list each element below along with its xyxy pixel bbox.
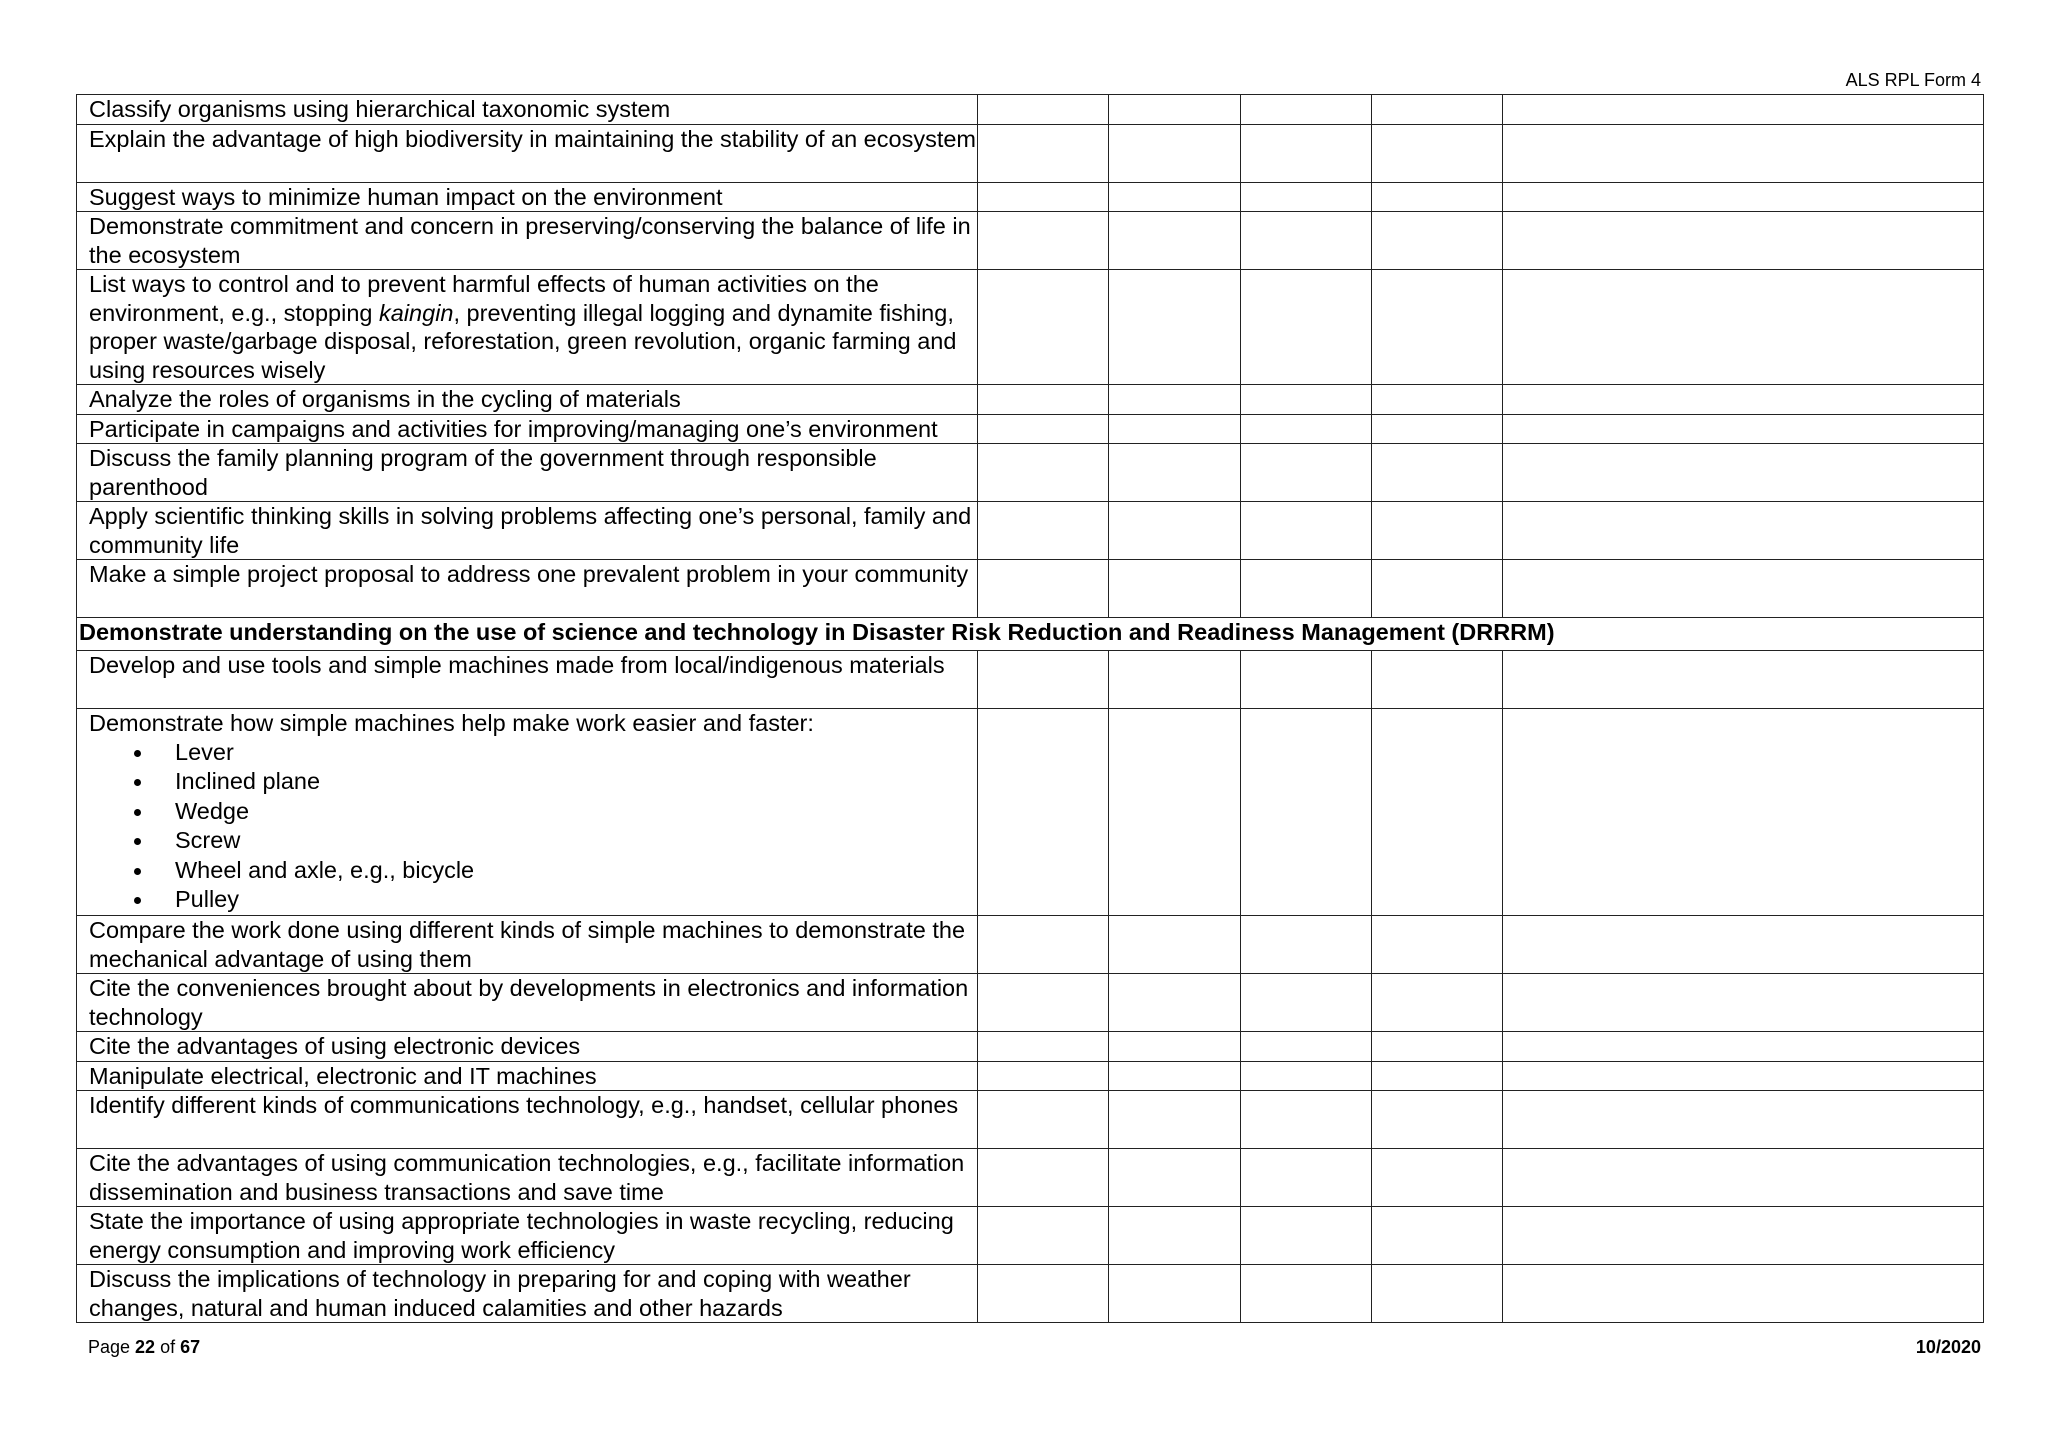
section-title: Demonstrate understanding on the use of science and technology in Disaster Risk Reduction and Readiness Management (DRRRM) bbox=[77, 618, 1984, 651]
remarks-cell[interactable] bbox=[1503, 709, 1984, 916]
rating-cell[interactable] bbox=[978, 974, 1109, 1032]
table-row bbox=[77, 182, 1984, 212]
rating-cell[interactable] bbox=[1241, 385, 1372, 415]
rating-cell[interactable] bbox=[1241, 414, 1372, 444]
rating-cell[interactable] bbox=[1109, 974, 1241, 1032]
rating-cell[interactable] bbox=[1241, 651, 1372, 709]
competency-cell: Cite the advantages of using electronic devices bbox=[77, 1032, 978, 1062]
rating-cell[interactable] bbox=[1241, 124, 1372, 182]
competency-cell: Discuss the family planning program of the government through responsible parenthood bbox=[77, 444, 978, 502]
rating-cell[interactable] bbox=[1109, 444, 1241, 502]
table-row bbox=[77, 124, 1984, 182]
table-row bbox=[77, 1149, 1984, 1207]
simple-machines-list bbox=[89, 738, 977, 915]
rating-cell[interactable] bbox=[978, 1061, 1109, 1091]
table-row bbox=[77, 916, 1984, 974]
table-row bbox=[77, 1265, 1984, 1323]
rating-cell[interactable] bbox=[1109, 916, 1241, 974]
rating-cell[interactable] bbox=[978, 1032, 1109, 1062]
rating-cell[interactable] bbox=[1241, 182, 1372, 212]
table-row bbox=[77, 560, 1984, 618]
rating-cell[interactable] bbox=[1109, 1091, 1241, 1149]
rating-cell[interactable] bbox=[1241, 916, 1372, 974]
rating-cell[interactable] bbox=[1372, 916, 1503, 974]
rating-cell[interactable] bbox=[1109, 651, 1241, 709]
rating-cell[interactable] bbox=[1109, 709, 1241, 916]
page-current: 22 bbox=[135, 1337, 156, 1357]
competency-cell: Identify different kinds of communications technology, e.g., handset, cellular phones bbox=[77, 1091, 978, 1149]
page-total: 67 bbox=[180, 1337, 201, 1357]
competency-cell: Apply scientific thinking skills in solving problems affecting one’s personal, family and community life bbox=[77, 502, 978, 560]
table-row bbox=[77, 974, 1984, 1032]
rating-cell[interactable] bbox=[1372, 502, 1503, 560]
rating-cell[interactable] bbox=[1241, 444, 1372, 502]
remarks-cell[interactable] bbox=[1503, 124, 1984, 182]
rating-cell[interactable] bbox=[1372, 182, 1503, 212]
rating-cell[interactable] bbox=[1372, 414, 1503, 444]
rating-cell[interactable] bbox=[1372, 560, 1503, 618]
rating-cell[interactable] bbox=[978, 444, 1109, 502]
table-row bbox=[77, 444, 1984, 502]
rating-cell[interactable] bbox=[1109, 182, 1241, 212]
remarks-cell[interactable] bbox=[1503, 1091, 1984, 1149]
rating-cell[interactable] bbox=[1109, 385, 1241, 415]
rating-cell[interactable] bbox=[1372, 1149, 1503, 1207]
list-item: Lever bbox=[175, 738, 977, 768]
remarks-cell[interactable] bbox=[1503, 414, 1984, 444]
rating-cell[interactable] bbox=[1241, 974, 1372, 1032]
rating-cell[interactable] bbox=[1241, 1091, 1372, 1149]
remarks-cell[interactable] bbox=[1503, 974, 1984, 1032]
remarks-cell[interactable] bbox=[1503, 502, 1984, 560]
competency-cell bbox=[77, 270, 978, 385]
list-item: Pulley bbox=[175, 885, 977, 915]
revision-date: 10/2020 bbox=[1915, 1337, 1981, 1357]
rating-cell[interactable] bbox=[1372, 709, 1503, 916]
rating-cell[interactable] bbox=[1109, 270, 1241, 385]
rating-cell[interactable] bbox=[1372, 651, 1503, 709]
rating-cell[interactable] bbox=[1241, 1265, 1372, 1323]
competency-cell: State the importance of using appropriate technologies in waste recycling, reducing energy consumption and improving work efficiency bbox=[77, 1207, 978, 1265]
rating-cell[interactable] bbox=[1241, 1207, 1372, 1265]
remarks-cell[interactable] bbox=[1503, 1061, 1984, 1091]
rating-cell[interactable] bbox=[978, 502, 1109, 560]
rating-cell[interactable] bbox=[1241, 709, 1372, 916]
rating-cell[interactable] bbox=[1372, 1265, 1503, 1323]
rating-cell[interactable] bbox=[1109, 95, 1241, 125]
competency-text-italic: kaingin bbox=[379, 299, 454, 326]
competency-cell: Participate in campaigns and activities for improving/managing one’s environment bbox=[77, 414, 978, 444]
rating-cell[interactable] bbox=[1109, 1207, 1241, 1265]
table-row bbox=[77, 414, 1984, 444]
rating-cell[interactable] bbox=[1372, 1091, 1503, 1149]
table-row bbox=[77, 1032, 1984, 1062]
competency-cell: Make a simple project proposal to address one prevalent problem in your community bbox=[77, 560, 978, 618]
rating-cell[interactable] bbox=[1372, 1207, 1503, 1265]
rating-cell[interactable] bbox=[1109, 1061, 1241, 1091]
rating-cell[interactable] bbox=[978, 916, 1109, 974]
page-word: Page bbox=[88, 1337, 136, 1357]
page-of-word: of bbox=[155, 1337, 181, 1357]
table-row bbox=[77, 1207, 1984, 1265]
rating-cell[interactable] bbox=[1241, 560, 1372, 618]
remarks-cell[interactable] bbox=[1503, 1265, 1984, 1323]
rating-cell[interactable] bbox=[978, 95, 1109, 125]
rating-cell[interactable] bbox=[1109, 124, 1241, 182]
competency-cell: Analyze the roles of organisms in the cycling of materials bbox=[77, 385, 978, 415]
rating-cell[interactable] bbox=[1109, 1149, 1241, 1207]
section-row bbox=[77, 618, 1984, 651]
competency-cell: Explain the advantage of high biodiversity in maintaining the stability of an ecosystem bbox=[77, 124, 978, 182]
rating-cell[interactable] bbox=[1241, 95, 1372, 125]
rating-cell[interactable] bbox=[1109, 414, 1241, 444]
competency-text-start: List ways to control and to prevent harmful effects of human activities on the environment, e.g., stopping bbox=[89, 271, 879, 326]
form-label: ALS RPL Form 4 bbox=[1845, 70, 1981, 90]
rating-cell[interactable] bbox=[978, 270, 1109, 385]
competency-text: Demonstrate how simple machines help make work easier and faster: bbox=[89, 710, 814, 736]
competency-cell: Manipulate electrical, electronic and IT machines bbox=[77, 1061, 978, 1091]
remarks-cell[interactable] bbox=[1503, 916, 1984, 974]
list-item: Wedge bbox=[175, 797, 977, 827]
rating-cell[interactable] bbox=[978, 651, 1109, 709]
rating-cell[interactable] bbox=[978, 1091, 1109, 1149]
rating-cell[interactable] bbox=[978, 709, 1109, 916]
rating-cell[interactable] bbox=[1241, 502, 1372, 560]
table-row bbox=[77, 502, 1984, 560]
remarks-cell[interactable] bbox=[1503, 385, 1984, 415]
competency-cell: Suggest ways to minimize human impact on the environment bbox=[77, 182, 978, 212]
rating-cell[interactable] bbox=[1109, 1032, 1241, 1062]
table-row bbox=[77, 270, 1984, 385]
competency-cell: Compare the work done using different kinds of simple machines to demonstrate the mechanical advantage of using them bbox=[77, 916, 978, 974]
list-item: Wheel and axle, e.g., bicycle bbox=[175, 856, 977, 886]
rating-cell[interactable] bbox=[1372, 95, 1503, 125]
table-row bbox=[77, 1091, 1984, 1149]
rating-cell[interactable] bbox=[1109, 560, 1241, 618]
table-row bbox=[77, 651, 1984, 709]
competency-cell: Discuss the implications of technology in preparing for and coping with weather changes, natural and human induced calamities and other hazards bbox=[77, 1265, 978, 1323]
rating-cell[interactable] bbox=[978, 1149, 1109, 1207]
rating-cell[interactable] bbox=[1241, 1149, 1372, 1207]
rating-cell[interactable] bbox=[1372, 270, 1503, 385]
table-row bbox=[77, 95, 1984, 125]
rating-cell[interactable] bbox=[1241, 1032, 1372, 1062]
remarks-cell[interactable] bbox=[1503, 95, 1984, 125]
remarks-cell[interactable] bbox=[1503, 270, 1984, 385]
remarks-cell[interactable] bbox=[1503, 1032, 1984, 1062]
rating-cell[interactable] bbox=[978, 212, 1109, 270]
rating-cell[interactable] bbox=[1372, 1061, 1503, 1091]
rating-cell[interactable] bbox=[1241, 270, 1372, 385]
remarks-cell[interactable] bbox=[1503, 1149, 1984, 1207]
rating-cell[interactable] bbox=[1109, 502, 1241, 560]
remarks-cell[interactable] bbox=[1503, 560, 1984, 618]
remarks-cell[interactable] bbox=[1503, 212, 1984, 270]
rating-cell[interactable] bbox=[978, 124, 1109, 182]
rating-cell[interactable] bbox=[1372, 124, 1503, 182]
rating-cell[interactable] bbox=[1241, 1061, 1372, 1091]
rating-cell[interactable] bbox=[1109, 1265, 1241, 1323]
list-item: Inclined plane bbox=[175, 767, 977, 797]
competency-cell: Cite the advantages of using communication technologies, e.g., facilitate information dissemination and business transactions and save time bbox=[77, 1149, 978, 1207]
table-row bbox=[77, 1061, 1984, 1091]
rating-cell[interactable] bbox=[1372, 385, 1503, 415]
rating-cell[interactable] bbox=[978, 560, 1109, 618]
table-row bbox=[77, 385, 1984, 415]
list-item: Screw bbox=[175, 826, 977, 856]
rating-cell[interactable] bbox=[978, 1265, 1109, 1323]
rating-cell[interactable] bbox=[1241, 212, 1372, 270]
competency-cell: Classify organisms using hierarchical taxonomic system bbox=[77, 95, 978, 125]
competency-text-end: , preventing illegal logging and dynamite fishing, proper waste/garbage disposal, reforestation, green revolution, organic farming and using resources wisely bbox=[89, 299, 957, 383]
rating-cell[interactable] bbox=[1372, 444, 1503, 502]
remarks-cell[interactable] bbox=[1503, 182, 1984, 212]
remarks-cell[interactable] bbox=[1503, 651, 1984, 709]
rating-cell[interactable] bbox=[1372, 974, 1503, 1032]
competency-table bbox=[76, 94, 1984, 1323]
rating-cell[interactable] bbox=[1109, 212, 1241, 270]
rating-cell[interactable] bbox=[1372, 212, 1503, 270]
rating-cell[interactable] bbox=[1372, 1032, 1503, 1062]
competency-cell: Develop and use tools and simple machines made from local/indigenous materials bbox=[77, 651, 978, 709]
competency-cell: Cite the conveniences brought about by developments in electronics and information technology bbox=[77, 974, 978, 1032]
rating-cell[interactable] bbox=[978, 414, 1109, 444]
competency-cell bbox=[77, 709, 978, 916]
table-row bbox=[77, 212, 1984, 270]
rating-cell[interactable] bbox=[978, 1207, 1109, 1265]
rating-cell[interactable] bbox=[978, 385, 1109, 415]
table-row bbox=[77, 709, 1984, 916]
remarks-cell[interactable] bbox=[1503, 444, 1984, 502]
remarks-cell[interactable] bbox=[1503, 1207, 1984, 1265]
competency-cell: Demonstrate commitment and concern in preserving/conserving the balance of life in the ecosystem bbox=[77, 212, 978, 270]
page-number bbox=[88, 1337, 200, 1358]
rating-cell[interactable] bbox=[978, 182, 1109, 212]
